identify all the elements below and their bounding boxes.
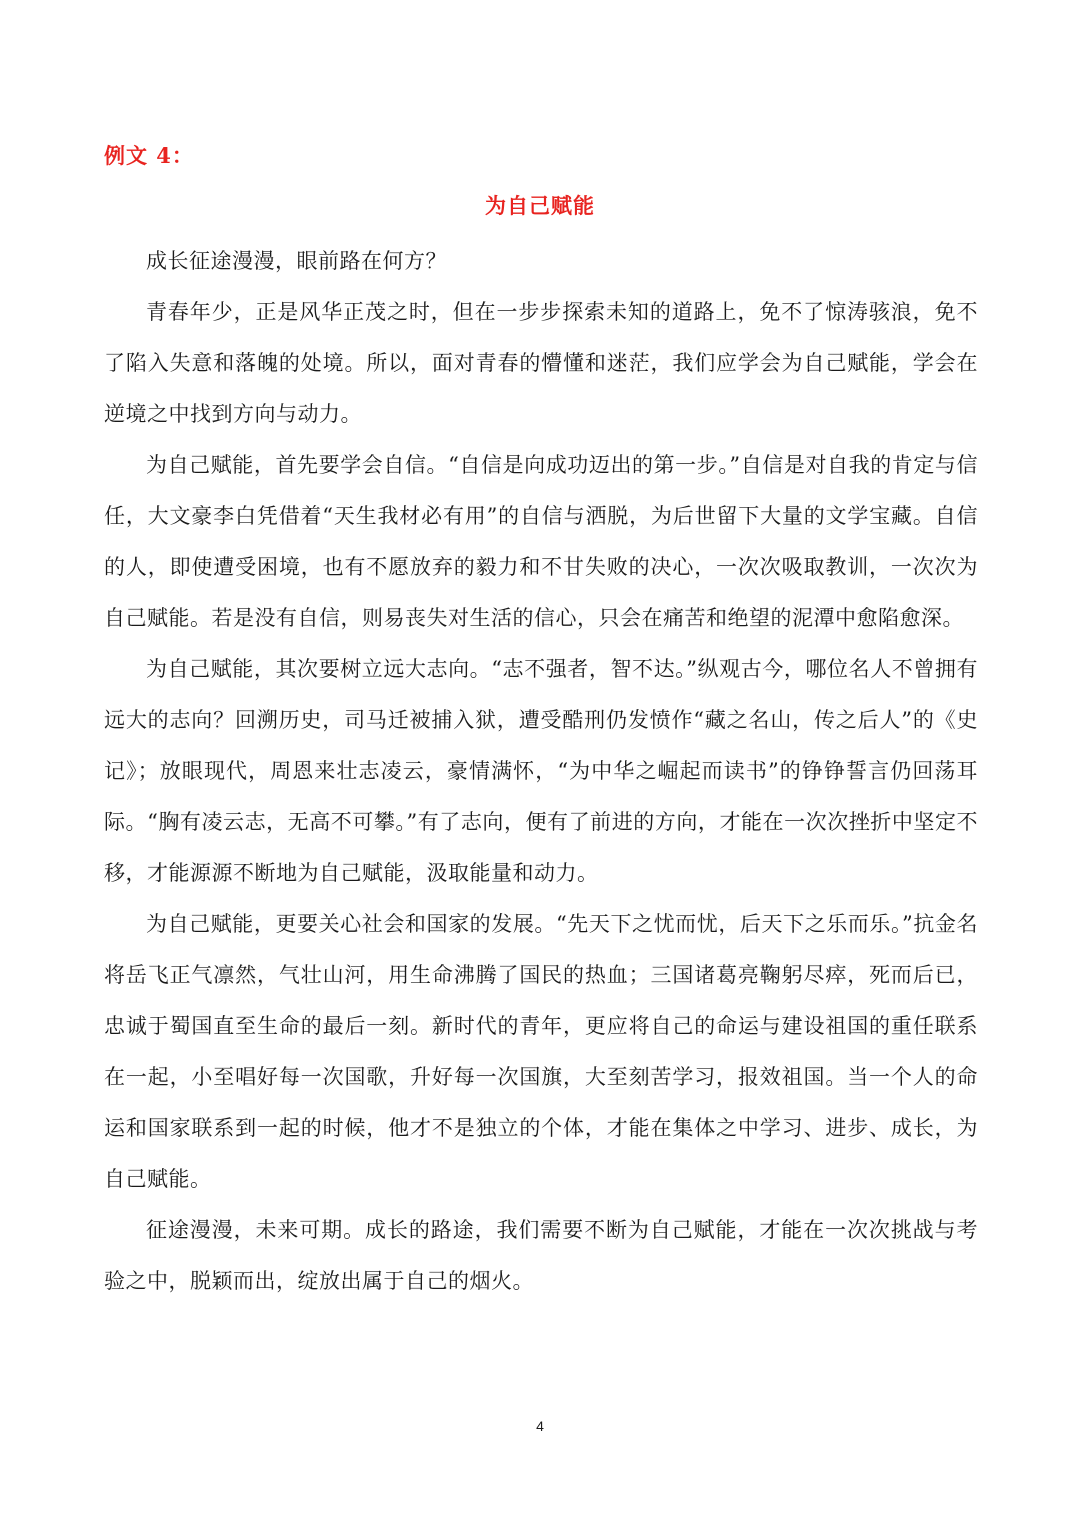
paragraph: 征途漫漫，未来可期。成长的路途，我们需要不断为自己赋能，才能在一次次挑战与考验之中，脱颖而出，绽放出属于自己的烟火。	[104, 1218, 978, 1293]
paragraph: 青春年少，正是风华正茂之时，但在一步步探索未知的道路上，免不了惊涛骇浪，免不了陷入失意和落魄的处境。所以，面对青春的懵懂和迷茫，我们应学会为自己赋能，学会在逆境之中找到方向与动力。	[104, 300, 978, 426]
paragraph: 为自己赋能，更要关心社会和国家的发展。“先天下之忧而忧，后天下之乐而乐。”抗金名将岳飞正气凛然，气壮山河，用生命沸腾了国民的热血；三国诸葛亮鞠躬尽瘁，死而后已，忠诚于蜀国直至生命的最后一刻。新时代的青年，更应将自己的命运与建设祖国的重任联系在一起，小至唱好每一次国歌，升好每一次国旗，大至刻苦学习，报效祖国。当一个人的命运和国家联系到一起的时候，他才不是独立的个体，才能在集体之中学习、进步、成长，为自己赋能。	[104, 912, 978, 1191]
paragraph: 成长征途漫漫，眼前路在何方？	[146, 249, 447, 273]
example-label: 例文 4：	[104, 143, 194, 168]
paragraph: 为自己赋能，首先要学会自信。“自信是向成功迈出的第一步。”自信是对自我的肯定与信任，大文豪李白凭借着“天生我材必有用”的自信与洒脱，为后世留下大量的文学宝藏。自信的人，即使遭受困境，也有不愿放弃的毅力和不甘失败的决心，一次次吸取教训，一次次为自己赋能。若是没有自信，则易丧失对生活的信心，只会在痛苦和绝望的泥潭中愈陷愈深。	[104, 453, 978, 630]
essay-title: 为自己赋能	[485, 193, 595, 218]
essay-body	[104, 236, 978, 1307]
page-number: 4	[536, 1418, 544, 1434]
paragraph: 为自己赋能，其次要树立远大志向。“志不强者，智不达。”纵观古今，哪位名人不曾拥有远大的志向？回溯历史，司马迁被捕入狱，遭受酷刑仍发愤作“藏之名山，传之后人”的《史记》；放眼现代，周恩来壮志凌云，豪情满怀，“为中华之崛起而读书”的铮铮誓言仍回荡耳际。“胸有凌云志，无高不可攀。”有了志向，便有了前进的方向，才能在一次次挫折中坚定不移，才能源源不断地为自己赋能，汲取能量和动力。	[104, 657, 978, 885]
